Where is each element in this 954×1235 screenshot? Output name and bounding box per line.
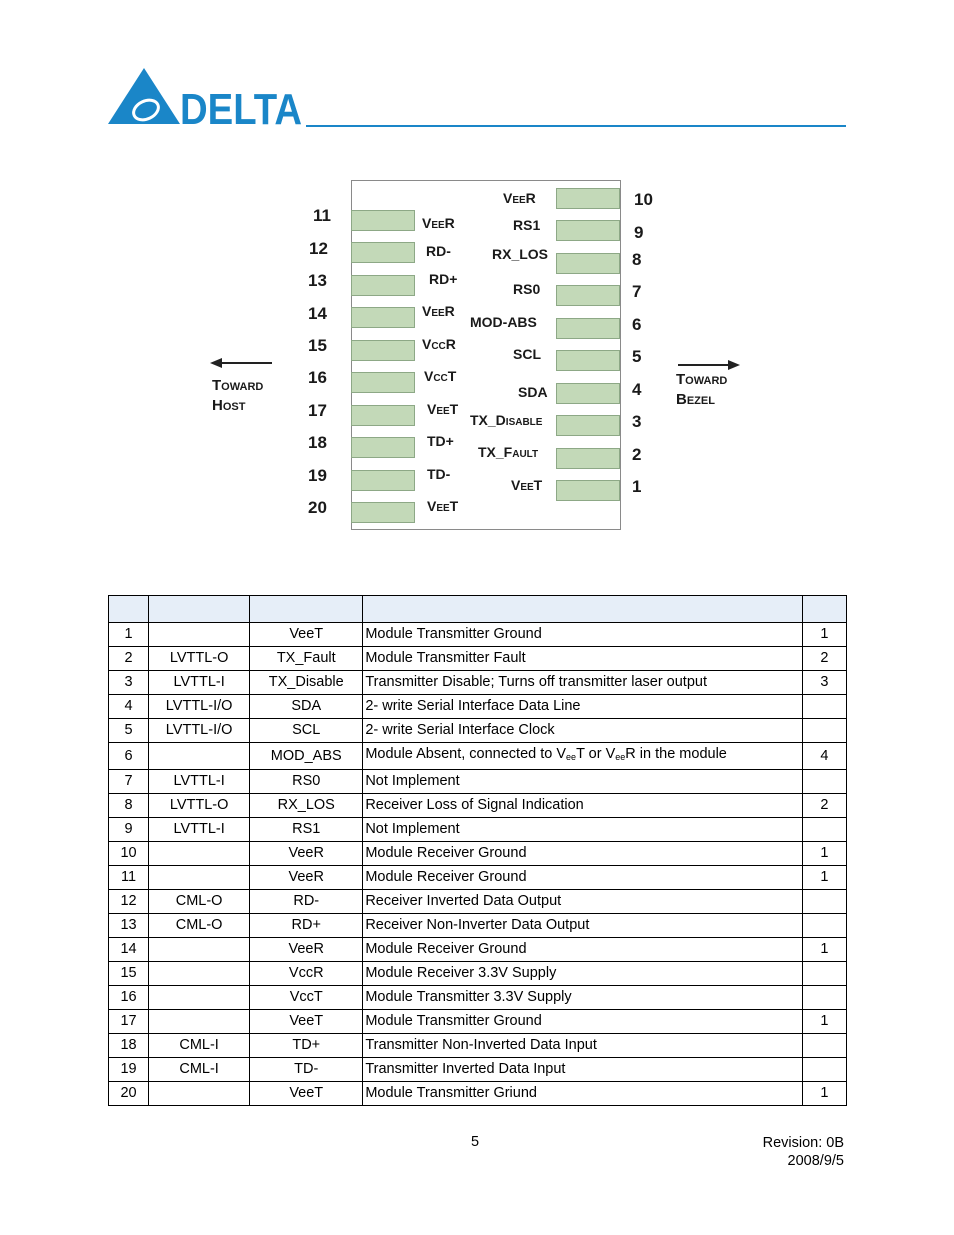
pin-number-5: 5 (632, 347, 642, 366)
pad-pin-16 (351, 372, 415, 393)
notes-cell: 4 (802, 743, 846, 770)
signal-label-20: VeeT (427, 498, 459, 514)
pin-cell: 15 (109, 962, 149, 986)
header-cell (250, 596, 363, 623)
pad-pin-5 (556, 350, 620, 371)
pin-number-1: 1 (632, 477, 642, 496)
notes-cell (802, 770, 846, 794)
pin-cell: 16 (109, 986, 149, 1010)
table-row (109, 914, 847, 938)
pad-pin-3 (556, 415, 620, 436)
signal-label-7: RS0 (513, 281, 541, 297)
pad-pin-13 (351, 275, 415, 296)
symbol-cell: RD+ (250, 914, 363, 938)
table-row (109, 842, 847, 866)
logic-cell (149, 1010, 250, 1034)
delta-logo (108, 66, 308, 128)
description-cell: Module Transmitter 3.3V Supply (363, 986, 803, 1010)
table-row (109, 1058, 847, 1082)
pin-cell: 13 (109, 914, 149, 938)
logic-cell: CML-I (149, 1058, 250, 1082)
table-row (109, 866, 847, 890)
header-rule (306, 125, 846, 127)
logic-cell (149, 1082, 250, 1106)
pin-cell: 5 (109, 719, 149, 743)
logic-cell (149, 743, 250, 770)
symbol-cell: VccT (250, 986, 363, 1010)
logo-text: DELTA (180, 85, 302, 128)
table-row (109, 743, 847, 770)
table-row (109, 770, 847, 794)
signal-label-17: VeeT (427, 401, 459, 417)
logic-cell: LVTTL-I (149, 818, 250, 842)
pin-cell: 4 (109, 695, 149, 719)
symbol-cell: VeeT (250, 1082, 363, 1106)
pad-pin-1 (556, 480, 620, 501)
signal-label-6: MOD-ABS (470, 314, 537, 330)
pin-cell: 7 (109, 770, 149, 794)
pin-cell: 11 (109, 866, 149, 890)
pin-number-20: 20 (308, 498, 327, 517)
description-cell: Receiver Inverted Data Output (363, 890, 803, 914)
pinout-diagram (200, 170, 760, 540)
symbol-cell: RD- (250, 890, 363, 914)
symbol-cell: SCL (250, 719, 363, 743)
table-row (109, 1034, 847, 1058)
pin-cell: 10 (109, 842, 149, 866)
pad-pin-10 (556, 188, 620, 209)
pin-cell: 17 (109, 1010, 149, 1034)
pin-cell: 19 (109, 1058, 149, 1082)
notes-cell: 1 (802, 1010, 846, 1034)
logic-cell (149, 962, 250, 986)
toward-host-label: Toward Host (212, 377, 264, 414)
description-cell: Module Receiver 3.3V Supply (363, 962, 803, 986)
notes-cell: 1 (802, 866, 846, 890)
signal-label-5: SCL (513, 346, 541, 362)
pad-pin-18 (351, 437, 415, 458)
notes-cell: 1 (802, 938, 846, 962)
table-row (109, 962, 847, 986)
description-cell: Receiver Loss of Signal Indication (363, 794, 803, 818)
revision-label: Revision: 0B (762, 1135, 844, 1151)
logic-cell: LVTTL-I/O (149, 719, 250, 743)
signal-label-8: RX_LOS (492, 246, 549, 262)
header-cell (109, 596, 149, 623)
table-header-row (109, 596, 847, 623)
pad-pin-4 (556, 383, 620, 404)
description-cell: Receiver Non-Inverter Data Output (363, 914, 803, 938)
signal-label-3: TX_Disable (470, 412, 543, 428)
signal-label-2: TX_Fault (478, 444, 539, 460)
pin-cell: 3 (109, 671, 149, 695)
pad-pin-9 (556, 220, 620, 241)
table-row (109, 695, 847, 719)
pin-number-12: 12 (309, 239, 328, 258)
symbol-cell: VeeR (250, 842, 363, 866)
pin-number-10: 10 (634, 190, 653, 209)
description-cell: Module Transmitter Fault (363, 647, 803, 671)
description-cell: Transmitter Non-Inverted Data Input (363, 1034, 803, 1058)
table-row (109, 890, 847, 914)
logic-cell: LVTTL-I (149, 770, 250, 794)
pin-cell: 2 (109, 647, 149, 671)
notes-cell (802, 1034, 846, 1058)
table-row (109, 986, 847, 1010)
pad-pin-7 (556, 285, 620, 306)
logic-cell: LVTTL-O (149, 647, 250, 671)
revision-date: 2008/9/5 (787, 1153, 844, 1169)
arrow-right-shaft (678, 364, 732, 366)
symbol-cell: VccR (250, 962, 363, 986)
pad-pin-2 (556, 448, 620, 469)
pin-cell: 6 (109, 743, 149, 770)
table-row (109, 647, 847, 671)
pin-number-6: 6 (632, 315, 642, 334)
pin-cell: 8 (109, 794, 149, 818)
notes-cell (802, 914, 846, 938)
signal-label-11: VeeR (422, 215, 455, 231)
logic-cell: LVTTL-I/O (149, 695, 250, 719)
description-cell: 2- write Serial Interface Data Line (363, 695, 803, 719)
logic-cell (149, 986, 250, 1010)
pad-pin-19 (351, 470, 415, 491)
pad-pin-14 (351, 307, 415, 328)
symbol-cell: TD+ (250, 1034, 363, 1058)
symbol-cell: TX_Disable (250, 671, 363, 695)
pin-number-18: 18 (308, 433, 327, 452)
signal-label-19: TD- (427, 466, 451, 482)
logic-cell (149, 938, 250, 962)
pin-number-17: 17 (308, 401, 327, 420)
signal-label-15: VccR (422, 336, 456, 352)
pin-number-3: 3 (632, 412, 642, 431)
notes-cell (802, 695, 846, 719)
description-cell: Module Transmitter Griund (363, 1082, 803, 1106)
table-row (109, 938, 847, 962)
description-cell: Transmitter Disable; Turns off transmitter laser output (363, 671, 803, 695)
symbol-cell: RS0 (250, 770, 363, 794)
description-cell: Module Receiver Ground (363, 842, 803, 866)
pin-cell: 1 (109, 623, 149, 647)
symbol-cell: VeeT (250, 1010, 363, 1034)
pad-pin-17 (351, 405, 415, 426)
description-cell: Not Implement (363, 818, 803, 842)
pin-number-15: 15 (308, 336, 327, 355)
description-cell: Module Absent, connected to $V_{ee}T$ or $V_{ee}R$ in the module (363, 743, 803, 770)
notes-cell (802, 719, 846, 743)
header-cell (363, 596, 803, 623)
table-row (109, 623, 847, 647)
arrow-left-shaft (218, 362, 272, 364)
pin-number-8: 8 (632, 250, 642, 269)
signal-label-14: VeeR (422, 303, 455, 319)
signal-label-12: RD- (426, 243, 451, 259)
pin-cell: 14 (109, 938, 149, 962)
pin-number-9: 9 (634, 223, 644, 242)
symbol-cell: VeeR (250, 938, 363, 962)
description-cell: 2- write Serial Interface Clock (363, 719, 803, 743)
revision-block (763, 1134, 844, 1170)
signal-label-1: VeeT (511, 477, 543, 493)
pin-cell: 9 (109, 818, 149, 842)
logic-cell: LVTTL-I (149, 671, 250, 695)
table-row (109, 671, 847, 695)
notes-cell: 1 (802, 623, 846, 647)
notes-cell (802, 890, 846, 914)
logic-cell (149, 623, 250, 647)
logic-cell: CML-O (149, 890, 250, 914)
notes-cell: 2 (802, 647, 846, 671)
page-number: 5 (470, 1134, 480, 1150)
notes-cell (802, 986, 846, 1010)
pin-definition-table (108, 595, 847, 1106)
signal-label-4: SDA (518, 384, 548, 400)
pin-number-19: 19 (308, 466, 327, 485)
description-cell: Module Receiver Ground (363, 938, 803, 962)
symbol-cell: RS1 (250, 818, 363, 842)
pad-pin-20 (351, 502, 415, 523)
description-cell: Transmitter Inverted Data Input (363, 1058, 803, 1082)
pin-number-2: 2 (632, 445, 642, 464)
description-cell: Module Transmitter Ground (363, 623, 803, 647)
logic-cell (149, 866, 250, 890)
pad-pin-8 (556, 253, 620, 274)
header-cell (802, 596, 846, 623)
signal-label-13: RD+ (429, 271, 458, 287)
symbol-cell: SDA (250, 695, 363, 719)
logic-cell: CML-I (149, 1034, 250, 1058)
table-row (109, 794, 847, 818)
table-row (109, 719, 847, 743)
pin-number-16: 16 (308, 368, 327, 387)
pad-pin-11 (351, 210, 415, 231)
pad-pin-12 (351, 242, 415, 263)
pin-cell: 20 (109, 1082, 149, 1106)
notes-cell: 1 (802, 842, 846, 866)
table-row (109, 818, 847, 842)
pad-pin-6 (556, 318, 620, 339)
toward-bezel-label: Toward Bezel (676, 371, 728, 408)
pin-cell: 18 (109, 1034, 149, 1058)
symbol-cell: MOD_ABS (250, 743, 363, 770)
pin-number-4: 4 (632, 380, 642, 399)
table-row (109, 1082, 847, 1106)
symbol-cell: RX_LOS (250, 794, 363, 818)
notes-cell: 3 (802, 671, 846, 695)
table-row (109, 1010, 847, 1034)
symbol-cell: TD- (250, 1058, 363, 1082)
header-cell (149, 596, 250, 623)
notes-cell: 2 (802, 794, 846, 818)
pad-pin-15 (351, 340, 415, 361)
pin-number-7: 7 (632, 282, 642, 301)
logic-cell: LVTTL-O (149, 794, 250, 818)
notes-cell: 1 (802, 1082, 846, 1106)
symbol-cell: VeeT (250, 623, 363, 647)
description-cell: Module Receiver Ground (363, 866, 803, 890)
logic-cell (149, 842, 250, 866)
pin-number-11: 11 (313, 206, 331, 225)
description-cell: Module Transmitter Ground (363, 1010, 803, 1034)
notes-cell (802, 1058, 846, 1082)
pin-number-14: 14 (308, 304, 327, 323)
arrow-right-icon (728, 360, 740, 370)
signal-label-9: RS1 (513, 217, 541, 233)
signal-label-18: TD+ (427, 433, 454, 449)
description-cell: Not Implement (363, 770, 803, 794)
pin-number-13: 13 (308, 271, 327, 290)
symbol-cell: VeeR (250, 866, 363, 890)
notes-cell (802, 818, 846, 842)
pin-cell: 12 (109, 890, 149, 914)
notes-cell (802, 962, 846, 986)
symbol-cell: TX_Fault (250, 647, 363, 671)
signal-label-10: VeeR (503, 190, 536, 206)
signal-label-16: VccT (424, 368, 457, 384)
logic-cell: CML-O (149, 914, 250, 938)
